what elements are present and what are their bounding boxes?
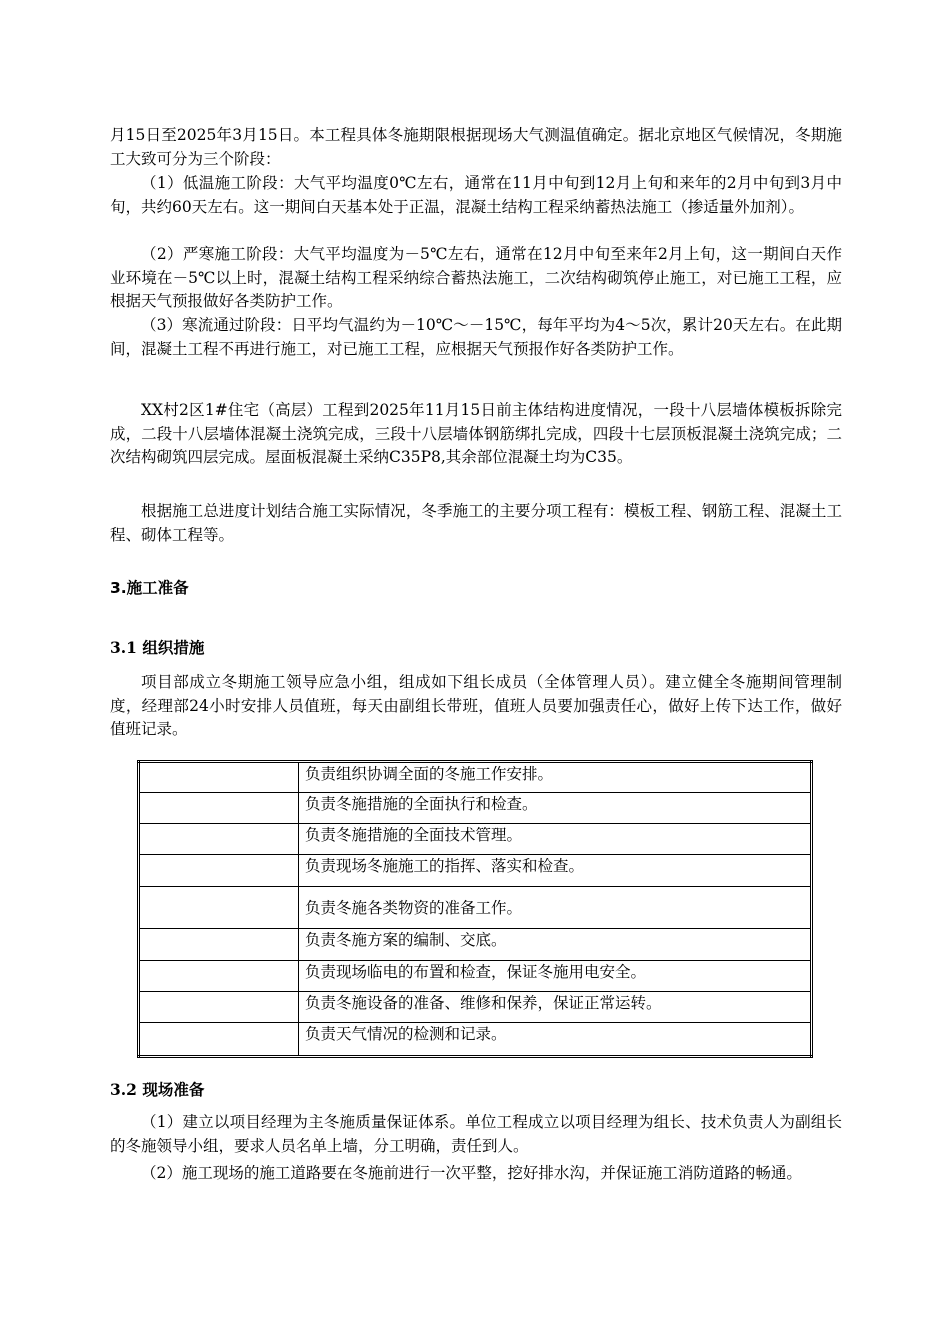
staff-duty-table — [137, 760, 813, 1058]
table-cell-name — [139, 961, 299, 992]
table-cell-name — [139, 1023, 299, 1057]
paragraph-cold-wave-stage: （3）寒流通过阶段：日平均气温约为－10℃～－15℃，每年平均为4～5次，累计20天左右。在此期间，混凝土工程不再进行施工，对已施工工程，应根据天气预报作好各类防护工作。 — [110, 316, 842, 358]
paragraph-severe-cold-stage: （2）严寒施工阶段：大气平均温度为－5℃左右，通常在12月中旬至来年2月上旬，这一期间白天作业环境在－5℃以上时，混凝土结构工程采纳综合蓄热法施工，二次结构砌筑停止施工，对已施工工程，应根据天气预报做好各类防护工作。 — [110, 245, 842, 310]
table-cell-name — [139, 762, 299, 793]
table-cell-duty: 负责冬施措施的全面技术管理。 — [299, 824, 812, 855]
table-cell-name — [139, 887, 299, 929]
paragraph-winter-period: 月15日至2025年3月15日。本工程具体冬施期限根据现场大气测温值确定。据北京地区气候情况，冬期施工大致可分为三个阶段： — [110, 126, 842, 168]
table-cell-duty: 负责冬施各类物资的准备工作。 — [299, 887, 812, 929]
paragraph-site-roads: （2）施工现场的施工道路要在冬施前进行一次平整，挖好排水沟，并保证施工消防道路的畅通。 — [141, 1164, 802, 1182]
table-cell-duty: 负责冬施方案的编制、交底。 — [299, 929, 812, 961]
table-cell-name — [139, 793, 299, 824]
table-cell-name — [139, 992, 299, 1023]
table-row — [139, 992, 812, 1023]
table-cell-duty: 负责冬施设备的准备、维修和保养，保证正常运转。 — [299, 992, 812, 1023]
section-3-2-title: 3.2 现场准备 — [110, 1080, 205, 1099]
table-row — [139, 855, 812, 887]
paragraph-main-works: 根据施工总进度计划结合施工实际情况，冬季施工的主要分项工程有：模板工程、钢筋工程、混凝土工程、砌体工程等。 — [110, 502, 842, 544]
table-cell-duty: 负责天气情况的检测和记录。 — [299, 1023, 812, 1057]
table-cell-duty: 负责现场临电的布置和检查，保证冬施用电安全。 — [299, 961, 812, 992]
table-cell-duty: 负责组织协调全面的冬施工作安排。 — [299, 762, 812, 793]
table-cell-duty: 负责现场冬施施工的指挥、落实和检查。 — [299, 855, 812, 887]
table-row — [139, 961, 812, 992]
paragraph-progress-status: XX村2区1#住宅（高层）工程到2025年11月15日前主体结构进度情况，一段十八层墙体模板拆除完成，二段十八层墙体混凝土浇筑完成，三段十八层墙体钢筋绑扎完成，四段十七层顶板混凝土浇筑完成；二次结构砌筑四层完成。屋面板混凝土采纳C35P8,其余部位混凝土均为C35。 — [110, 401, 842, 466]
table-row — [139, 1023, 812, 1057]
table-row — [139, 793, 812, 824]
paragraph-low-temp-stage: （1）低温施工阶段：大气平均温度0℃左右，通常在11月中旬到12月上旬和来年的2月中旬到3月中旬，共约60天左右。这一期间白天基本处于正温，混凝土结构工程采纳蓄热法施工（掺适量外加剂）。 — [110, 174, 842, 216]
table-row — [139, 762, 812, 793]
table-row — [139, 824, 812, 855]
table-cell-name — [139, 824, 299, 855]
table-cell-name — [139, 929, 299, 961]
section-3-1-title: 3.1 组织措施 — [110, 638, 205, 657]
paragraph-quality-system: （1）建立以项目经理为主冬施质量保证体系。单位工程成立以项目经理为组长、技术负责人为副组长的冬施领导小组，要求人员名单上墙，分工明确，责任到人。 — [110, 1113, 842, 1155]
table-cell-duty: 负责冬施措施的全面执行和检查。 — [299, 793, 812, 824]
section-3-title: 3.施工准备 — [110, 579, 189, 597]
table-row — [139, 929, 812, 961]
table-cell-name — [139, 855, 299, 887]
paragraph-organization: 项目部成立冬期施工领导应急小组，组成如下组长成员（全体管理人员）。建立健全冬施期间管理制度，经理部24小时安排人员值班，每天由副组长带班，值班人员要加强责任心，做好上传下达工作，做好值班记录。 — [110, 673, 842, 738]
table-row — [139, 887, 812, 929]
